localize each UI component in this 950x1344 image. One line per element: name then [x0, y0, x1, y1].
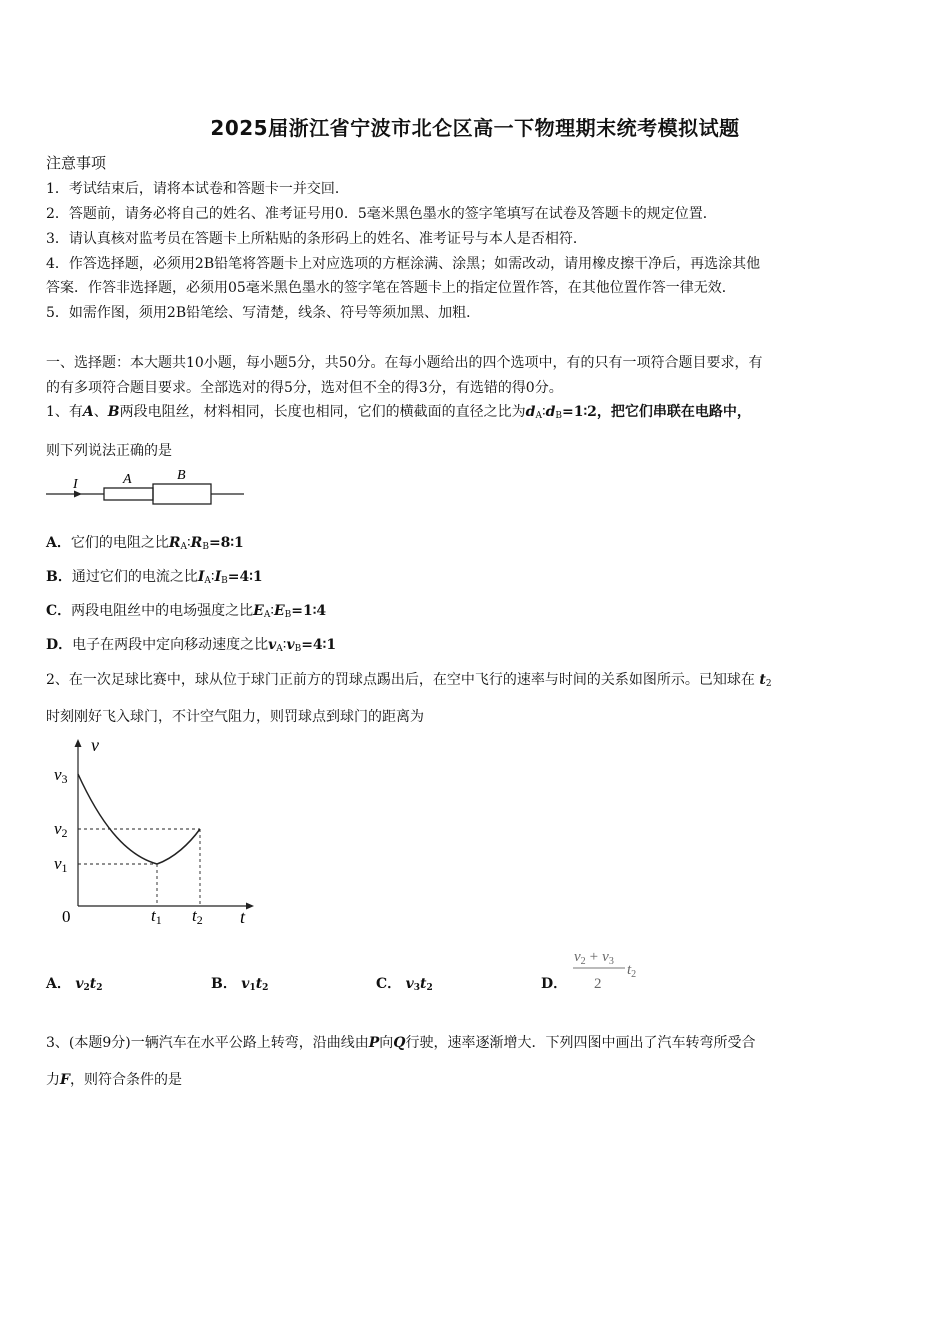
v1-label: v1 — [54, 854, 68, 875]
t1-label: t1 — [151, 906, 162, 927]
notice-item: 4．作答选择题，必须用2B铅笔将答题卡上对应选项的方框涂满、涂黑；如需改动，请用橡皮擦干净后，再选涂其他 — [46, 256, 761, 272]
option-c[interactable]: C． $v_3t_2$ — [376, 976, 433, 993]
origin-label: 0 — [62, 907, 71, 926]
option-c[interactable]: C．两段电阻丝中的电场强度之比$E_A∶E_B=1∶4$ — [46, 603, 327, 620]
notice-heading: 注意事项 — [46, 154, 107, 172]
question-1-stem: 1、有A、B两段电阻丝，材料相同，长度也相同，它们的横截面的直径之比为$d_A∶d_B=1∶2$，把它们串联在电路中， — [46, 404, 751, 421]
notice-item: 2．答题前，请务必将自己的姓名、准考证号用0．5毫米黑色墨水的签字笔填写在试卷及答题卡的规定位置． — [46, 206, 717, 222]
t2-label: t2 — [192, 906, 203, 927]
notice-item: 1．考试结束后，请将本试卷和答题卡一并交回． — [46, 181, 349, 197]
resistor-a-label: A — [123, 472, 132, 487]
v2-label: v2 — [54, 819, 68, 840]
option-d[interactable]: D．电子在两段中定向移动速度之比$v_A∶v_B=4∶1$ — [46, 637, 337, 654]
option-d[interactable]: D． — [541, 976, 568, 992]
option-a[interactable]: A．它们的电阻之比$R_A∶R_B=8∶1$ — [46, 535, 244, 552]
v-axis-label: v — [91, 735, 99, 755]
notice-item: 5．如需作图，须用2B铅笔绘、写清楚，线条、符号等须加黑、加粗． — [46, 305, 481, 321]
question-2-stem: 2、在一次足球比赛中，球从位于球门正前方的罚球点踢出后，在空中飞行的速率与时间的关系如图所示。已知球在 $t_2$ — [46, 672, 772, 689]
page-title: 2025届浙江省宁波市北仑区高一下物理期末统考模拟试题 — [210, 116, 740, 140]
option-a[interactable]: A． $v_2t_2$ — [46, 976, 103, 993]
question-1-stem-2: 则下列说法正确的是 — [46, 443, 172, 459]
question-3-stem-2: 力F，则符合条件的是 — [46, 1072, 182, 1088]
notice-item: 3．请认真核对监考员在答题卡上所粘贴的条形码上的姓名、准考证号与本人是否相符． — [46, 231, 587, 247]
option-d-formula — [570, 944, 646, 994]
section-instructions: 的有多项符合题目要求。全部选对的得5分，选对但不全的得3分，有选错的得0分。 — [46, 380, 563, 396]
t-axis-label: t — [240, 907, 246, 927]
svg-text:v2+v3: $v_2 + v_3$ — [574, 949, 614, 967]
resistor-b-label: B — [177, 468, 186, 483]
option-b[interactable]: B．通过它们的电流之比$I_A∶I_B=4∶1$ — [46, 569, 263, 586]
velocity-time-graph — [44, 730, 259, 930]
question-3-stem: 3、(本题9分)一辆汽车在水平公路上转弯，沿曲线由P向Q行驶，速率逐渐增大．下列四图中画出了汽车转弯所受合 — [46, 1035, 756, 1051]
section-instructions: 一、选择题：本大题共10小题，每小题5分，共50分。在每小题给出的四个选项中，有的只有一项符合题目要求，有 — [46, 355, 763, 371]
svg-text:2: 2 — [594, 976, 602, 992]
svg-text:t2: $t_2$ — [627, 962, 637, 980]
question-2-stem-2: 时刻刚好飞入球门，不计空气阻力，则罚球点到球门的距离为 — [46, 709, 424, 725]
notice-item: 答案．作答非选择题，必须用05毫米黑色墨水的签字笔在答题卡上的指定位置作答，在其他位置作答一律无效． — [46, 280, 736, 296]
resistor-circuit-diagram — [44, 464, 249, 509]
current-label: I — [73, 477, 78, 492]
option-b[interactable]: B． $v_1t_2$ — [211, 976, 269, 993]
v3-label: v3 — [54, 765, 68, 786]
velocity-curve — [78, 774, 200, 864]
